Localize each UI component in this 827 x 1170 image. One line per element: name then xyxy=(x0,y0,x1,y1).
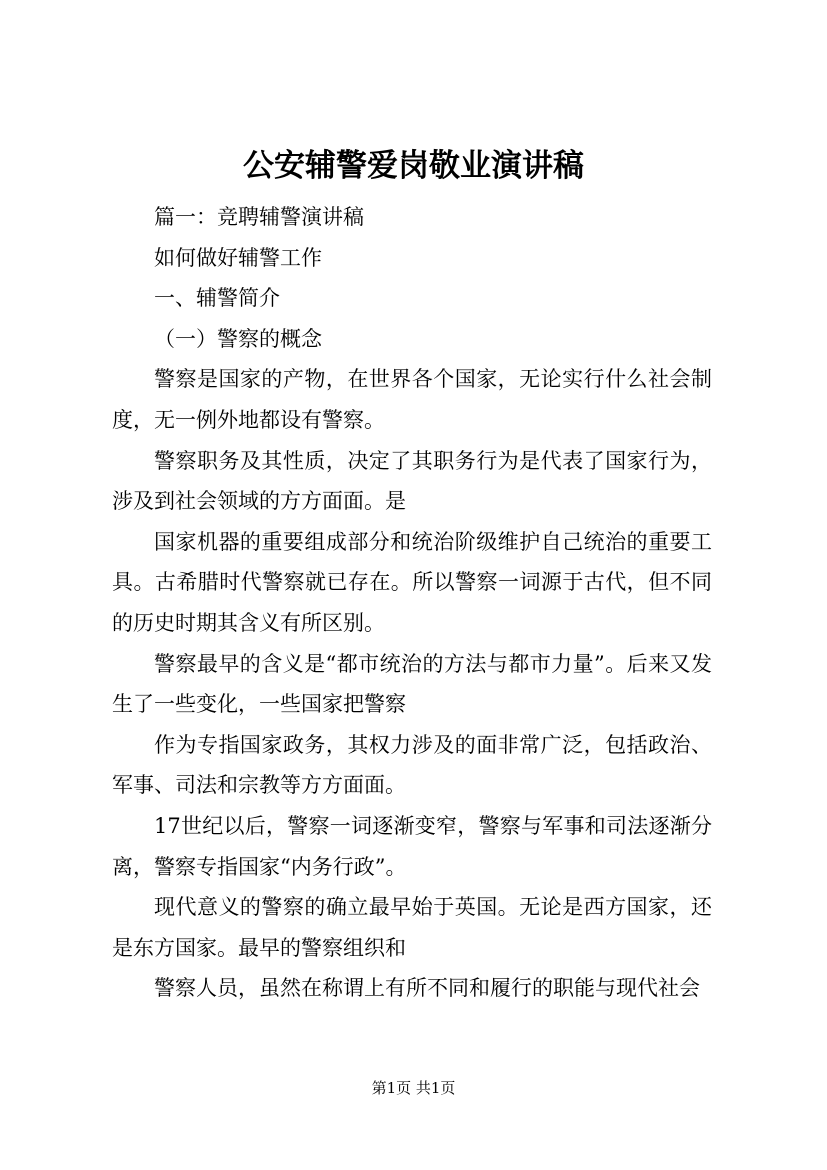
paragraph: 17世纪以后，警察一词逐渐变窄，警察与军事和司法逐渐分离，警察专指国家“内务行政”。 xyxy=(112,813,712,879)
paragraph: 国家机器的重要组成部分和统治阶级维护自己统治的重要工具。古希腊时代警察就已存在。所以警察一词源于古代，但不同的历史时期其含义有所区别。 xyxy=(112,529,712,635)
paragraph: 一、辅警简介 xyxy=(154,286,280,311)
paragraph: 警察职务及其性质，决定了其职务行为是代表了国家行为，涉及到社会领域的方方面面。是 xyxy=(112,448,712,514)
paragraph: （一）警察的概念 xyxy=(154,326,322,351)
paragraph: 现代意义的警察的确立最早始于英国。无论是西方国家，还是东方国家。最早的警察组织和 xyxy=(112,895,712,960)
paragraph: 警察最早的含义是“都市统治的方法与都市力量”。后来又发生了一些变化，一些国家把警察 xyxy=(112,651,712,717)
page-footer: 第1页 共1页 xyxy=(371,1079,456,1097)
document-body xyxy=(112,197,712,1009)
paragraph: 警察是国家的产物，在世界各个国家，无论实行什么社会制度，无一例外地都设有警察。 xyxy=(112,367,712,432)
paragraph: 作为专指国家政务，其权力涉及的面非常广泛，包括政治、军事、司法和宗教等方方面面。 xyxy=(112,732,712,798)
paragraph: 警察人员，虽然在称谓上有所不同和履行的职能与现代社会 xyxy=(154,976,700,1001)
paragraph: 篇一：竞聘辅警演讲稿 xyxy=(154,205,364,229)
document-title: 公安辅警爱岗敬业演讲稿 xyxy=(243,148,584,184)
paragraph: 如何做好辅警工作 xyxy=(154,245,322,270)
